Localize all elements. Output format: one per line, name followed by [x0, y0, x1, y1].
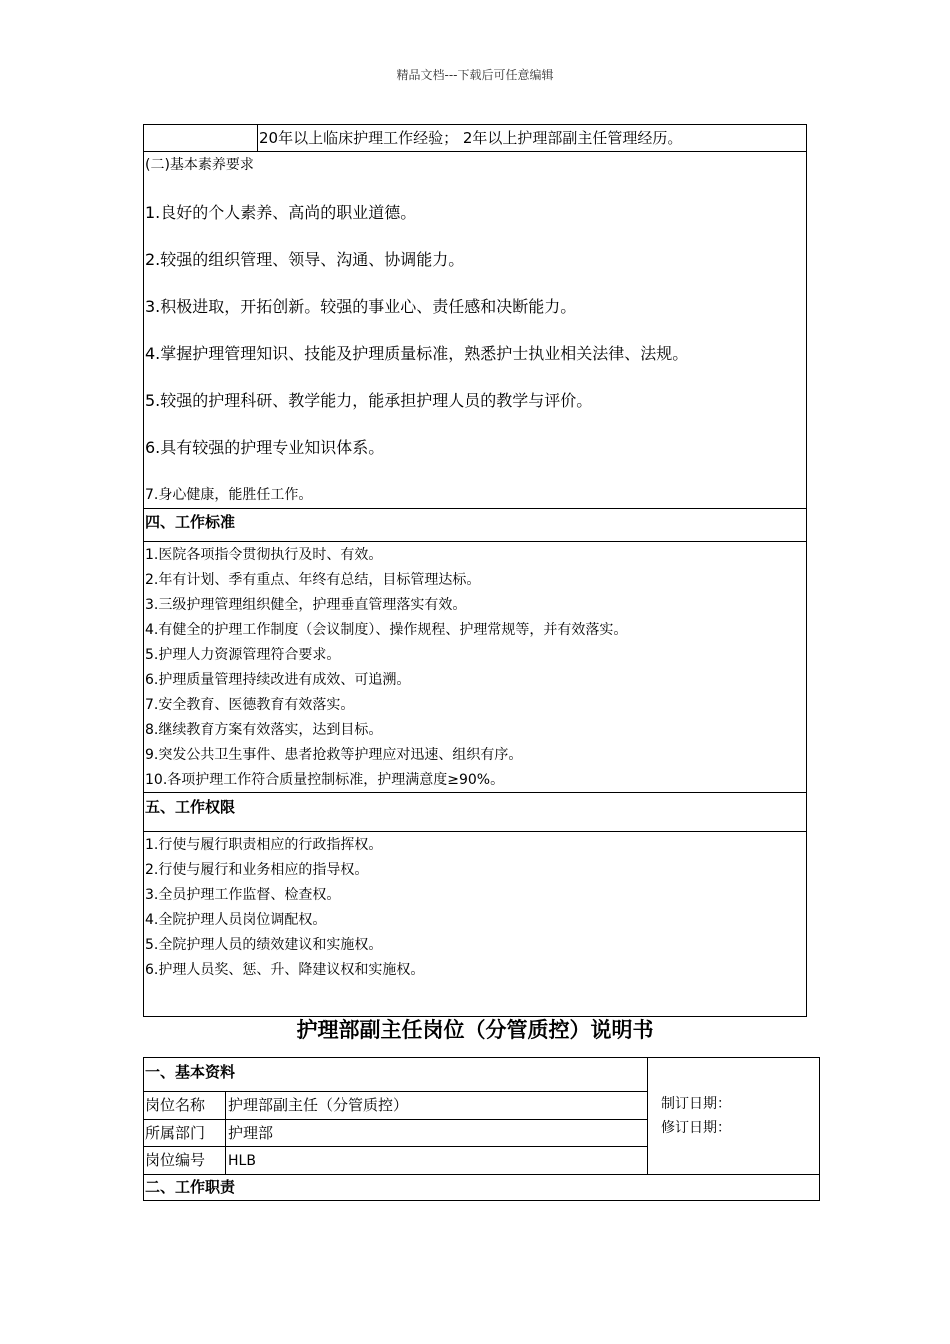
revised-date-label: 修订日期：: [661, 1120, 731, 1136]
authority-item: 5.全院护理人员的绩效建议和实施权。: [145, 937, 383, 953]
standard-item: 6.护理质量管理持续改进有成效、可追溯。: [145, 672, 411, 688]
authority-item: 6.护理人员奖、惩、升、降建议权和实施权。: [145, 962, 425, 978]
standard-item: 8.继续教育方案有效落实，达到目标。: [145, 722, 383, 738]
experience-requirement: 20年以上临床护理工作经验； 2年以上护理部副主任管理经历。: [259, 129, 683, 147]
authority-heading: 五、工作权限: [145, 798, 236, 816]
watermark-text: 精品文档---下载后可任意编辑: [396, 68, 554, 82]
standards-heading: 四、工作标准: [145, 513, 236, 531]
quality-item: 3.积极进取，开拓创新。较强的事业心、责任感和决断能力。: [145, 297, 577, 316]
department-label: 所属部门: [145, 1124, 206, 1142]
authority-item: 4.全院护理人员岗位调配权。: [145, 912, 327, 928]
position-name-label: 岗位名称: [145, 1096, 206, 1114]
document-title: 护理部副主任岗位（分管质控）说明书: [296, 1018, 654, 1042]
qualities-heading: (二)基本素养要求: [145, 157, 254, 173]
standard-item: 4.有健全的护理工作制度（会议制度）、操作规程、护理常规等，并有效落实。: [145, 622, 628, 638]
standard-item: 2.年有计划、季有重点、年终有总结，目标管理达标。: [145, 572, 481, 588]
quality-item: 5.较强的护理科研、教学能力，能承担护理人员的教学与评价。: [145, 391, 593, 410]
position-name-value: 护理部副主任（分管质控）: [228, 1096, 409, 1114]
department-value: 护理部: [228, 1124, 274, 1142]
authority-item: 1.行使与履行职责相应的行政指挥权。: [145, 837, 383, 853]
basic-info-heading: 一、基本资料: [145, 1063, 236, 1081]
made-date-label: 制订日期：: [661, 1096, 731, 1112]
quality-item: 4.掌握护理管理知识、技能及护理质量标准，熟悉护士执业相关法律、法规。: [145, 344, 689, 363]
standard-item: 9.突发公共卫生事件、患者抢救等护理应对迅速、组织有序。: [145, 747, 523, 763]
authority-item: 2.行使与履行和业务相应的指导权。: [145, 862, 369, 878]
quality-item: 2.较强的组织管理、领导、沟通、协调能力。: [145, 250, 465, 269]
quality-item: 6.具有较强的护理专业知识体系。: [145, 438, 385, 457]
standard-item: 1.医院各项指令贯彻执行及时、有效。: [145, 547, 383, 563]
duties-heading: 二、工作职责: [145, 1178, 236, 1196]
position-code-value: HLB: [228, 1153, 256, 1169]
standard-item: 10.各项护理工作符合质量控制标准，护理满意度≥90%。: [145, 772, 505, 788]
authority-item: 3.全员护理工作监督、检查权。: [145, 887, 341, 903]
position-code-label: 岗位编号: [145, 1151, 206, 1169]
standard-item: 3.三级护理管理组织健全，护理垂直管理落实有效。: [145, 597, 467, 613]
standard-item: 7.安全教育、医德教育有效落实。: [145, 697, 355, 713]
quality-item: 1.良好的个人素养、高尚的职业道德。: [145, 203, 417, 222]
quality-item: 7.身心健康，能胜任工作。: [145, 487, 313, 503]
standard-item: 5.护理人力资源管理符合要求。: [145, 647, 341, 663]
